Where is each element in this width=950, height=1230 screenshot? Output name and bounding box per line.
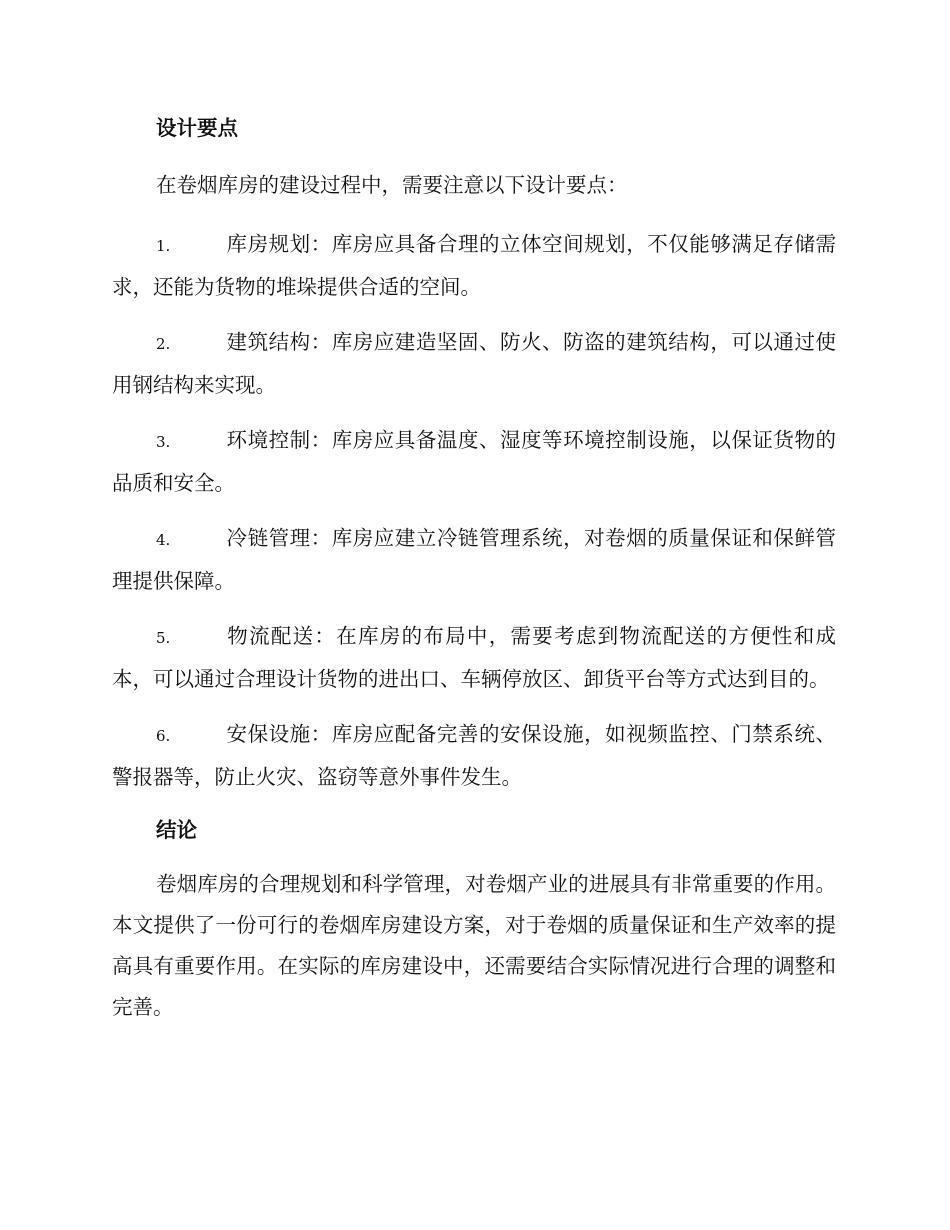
list-item-number: 6. (156, 727, 171, 745)
list-item-number: 2. (156, 335, 171, 353)
list-item-text: 环境控制：库房应具备温度、湿度等环境控制设施，以保证货物的品质和安全。 (112, 428, 836, 495)
design-points-heading: 设计要点 (156, 116, 238, 140)
list-item (112, 420, 836, 504)
document-body (112, 110, 836, 1028)
list-item-number: 3. (156, 433, 171, 451)
list-item (112, 518, 836, 602)
list-item (112, 322, 836, 406)
list-item-number: 5. (156, 629, 171, 647)
list-item-number: 4. (156, 531, 171, 549)
list-item (112, 616, 836, 700)
list-item-text: 安保设施：库房应配备完善的安保设施，如视频监控、门禁系统、警报器等，防止火灾、盗窃等意外事件发生。 (112, 722, 836, 789)
conclusion-paragraph: 卷烟库房的合理规划和科学管理，对卷烟产业的进展具有非常重要的作用。本文提供了一份可行的卷烟库房建设方案，对于卷烟的质量保证和生产效率的提高具有重要作用。在实际的库房建设中，还需要结合实际情况进行合理的调整和完善。 (112, 872, 836, 1019)
list-item-number: 1. (156, 237, 171, 255)
conclusion-heading: 结论 (156, 818, 197, 842)
list-item (112, 224, 836, 308)
list-item (112, 714, 836, 798)
intro-paragraph: 在卷烟库房的建设过程中，需要注意以下设计要点： (156, 173, 628, 197)
list-item-text: 库房规划：库房应具备合理的立体空间规划，不仅能够满足存储需求，还能为货物的堆垛提供合适的空间。 (112, 232, 836, 299)
list-item-text: 物流配送：在库房的布局中，需要考虑到物流配送的方便性和成本，可以通过合理设计货物的进出口、车辆停放区、卸货平台等方式达到目的。 (112, 624, 836, 691)
list-item-text: 建筑结构：库房应建造坚固、防火、防盗的建筑结构，可以通过使用钢结构来实现。 (112, 330, 836, 397)
list-item-text: 冷链管理：库房应建立冷链管理系统，对卷烟的质量保证和保鲜管理提供保障。 (112, 526, 836, 593)
